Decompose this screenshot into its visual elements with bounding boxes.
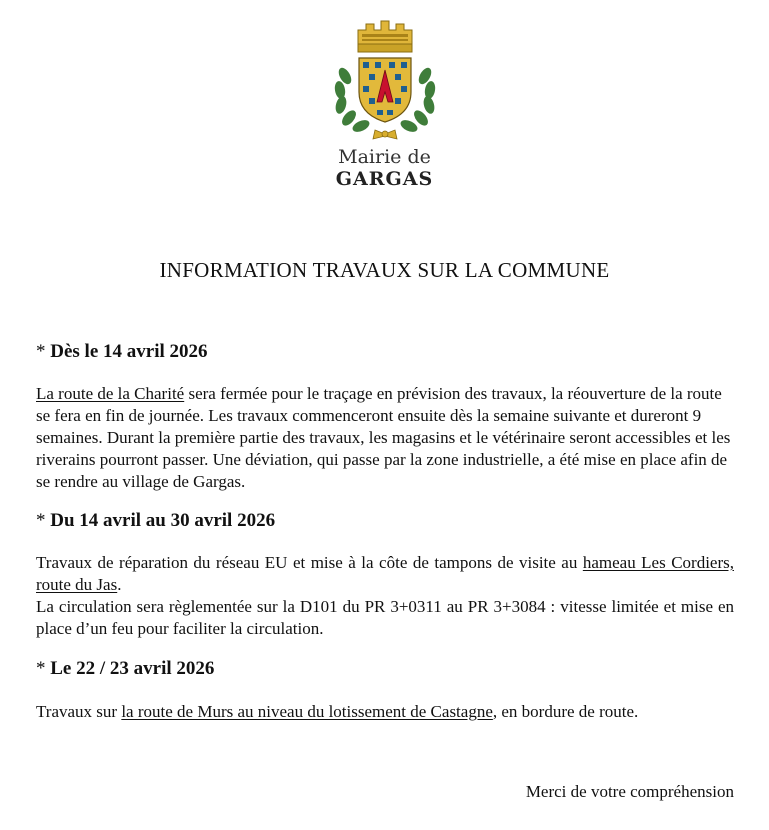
paragraph-text: Travaux sur <box>36 702 122 721</box>
section-heading <box>36 341 208 363</box>
paragraph-text: La circulation sera règlementée sur la D101 du PR 3+0311 au PR 3+3084 : vitesse limitée et mise en place d’un feu pour faciliter la circulation. <box>36 597 734 638</box>
section-paragraph <box>36 383 734 493</box>
road-link: La route de la Charité <box>36 384 185 403</box>
paragraph-text: sera fermée pour le traçage en prévision des travaux, la réouverture de la route se fera en fin de journée. Les travaux commenceront ensuite dès la semaine suivante et dureront 9 semaines. Durant la première partie des travaux, les magasins et le vétérinaire seront accessibles et les riverains pourront passer. Une déviation, qui passe par la zone industrielle, a été mise en place afin de se rendre au village de Gargas. <box>36 384 731 491</box>
location-link: hameau Les Cordiers, route du Jas <box>36 553 734 594</box>
mairie-label: Mairie de <box>338 146 431 168</box>
section-paragraph <box>36 701 734 723</box>
bullet: * <box>36 658 46 679</box>
section-date: Du 14 avril au 30 avril 2026 <box>50 510 276 531</box>
crown-icon <box>358 21 412 52</box>
paragraph-end: . <box>117 575 122 594</box>
commune-name: GARGAS <box>335 168 434 190</box>
section-paragraph <box>36 552 734 596</box>
page-title: INFORMATION TRAVAUX SUR LA COMMUNE <box>159 258 610 282</box>
paragraph-text: Travaux de réparation du réseau EU et mise à la côte de tampons de visite au <box>36 553 583 572</box>
coat-of-arms-icon <box>325 18 445 142</box>
commune-logo <box>0 18 769 190</box>
section-date: Le 22 / 23 avril 2026 <box>50 658 215 679</box>
section-heading <box>36 510 275 532</box>
bullet: * <box>36 341 46 362</box>
bullet: * <box>36 510 46 531</box>
paragraph-end: , en bordure de route. <box>492 702 639 721</box>
section-date: Dès le 14 avril 2026 <box>50 341 208 362</box>
section-heading <box>36 658 214 680</box>
road-link: la route de Murs au niveau du lotissement de Castagne <box>121 702 493 721</box>
section-paragraph <box>36 596 734 640</box>
shield-icon <box>359 58 411 122</box>
ribbon-icon <box>373 130 397 139</box>
closing-thanks: Merci de votre compréhension <box>525 782 734 801</box>
